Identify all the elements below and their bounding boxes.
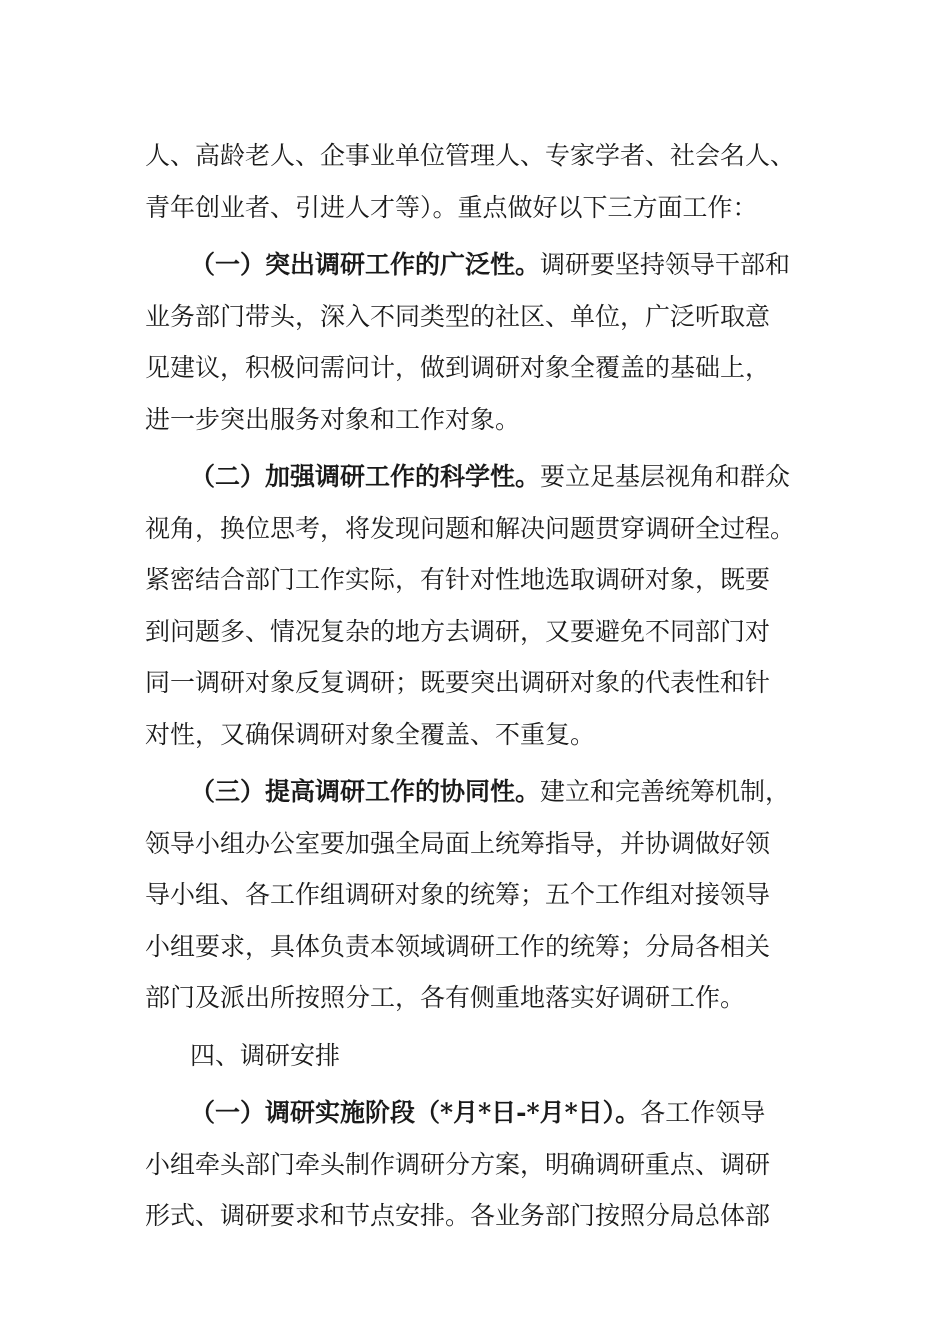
- text-run: 调研要坚持领导干部和: [540, 250, 791, 279]
- paragraph-heading: （一）调研实施阶段（*月*日-*月*日）。: [190, 1098, 641, 1127]
- text-line: 进一步突出服务对象和工作对象。: [145, 404, 521, 434]
- text-line: 领导小组办公室要加强全局面上统筹指导，并协调做好领: [145, 828, 771, 858]
- paragraph-implementation: [145, 1087, 805, 1242]
- paragraph-heading: （二）加强调研工作的科学性。: [190, 462, 541, 491]
- text-line: 部门及派出所按照分工，各有侧重地落实好调研工作。: [145, 983, 746, 1012]
- text-line: 小组要求，具体负责本领域调研工作的统筹；分局各相关: [145, 931, 771, 961]
- paragraph-heading: （一）突出调研工作的广泛性。: [190, 250, 541, 279]
- text-line: 青年创业者、引进人才等）。重点做好以下三方面工作：: [145, 192, 758, 222]
- paragraph-heading: （三）提高调研工作的协同性。: [190, 777, 541, 806]
- text-line: 紧密结合部门工作实际，有针对性地选取调研对象，既要: [145, 565, 771, 594]
- paragraph-continuation: [145, 130, 805, 233]
- text-line: 小组牵头部门牵头制作调研分方案，明确调研重点、调研: [145, 1149, 771, 1179]
- text-line: [145, 1087, 805, 1139]
- text-line: 业务部门带头，深入不同类型的社区、单位，广泛听取意: [145, 301, 771, 331]
- text-run: 要立足基层视角和群众: [540, 462, 791, 491]
- text-line: 导小组、各工作组调研对象的统筹；五个工作组对接领导: [145, 880, 771, 909]
- text-line: [145, 766, 805, 818]
- paragraph-breadth: [145, 239, 805, 445]
- text-line: 到问题多、情况复杂的地方去调研，又要避免不同部门对: [145, 616, 771, 646]
- document-body: [145, 130, 805, 1242]
- text-line: [145, 239, 805, 291]
- text-line: 同一调研对象反复调研；既要突出调研对象的代表性和针: [145, 668, 771, 697]
- paragraph-coordination: [145, 766, 805, 1024]
- text-run: 各工作领导: [640, 1098, 766, 1127]
- text-run: 建立和完善统筹机制，: [540, 777, 791, 806]
- text-line: 见建议，积极问需问计，做到调研对象全覆盖的基础上，: [145, 353, 771, 382]
- text-line: 形式、调研要求和节点安排。各业务部门按照分局总体部: [145, 1201, 771, 1230]
- text-line: [145, 451, 805, 503]
- text-line: 视角，换位思考，将发现问题和解决问题贯穿调研全过程。: [145, 513, 796, 543]
- section-title: 四、调研安排: [190, 1040, 341, 1070]
- text-line: 对性，又确保调研对象全覆盖、不重复。: [145, 719, 596, 749]
- paragraph-scientific: [145, 451, 805, 760]
- text-line: 人、高龄老人、企事业单位管理人、专家学者、社会名人、: [145, 141, 796, 170]
